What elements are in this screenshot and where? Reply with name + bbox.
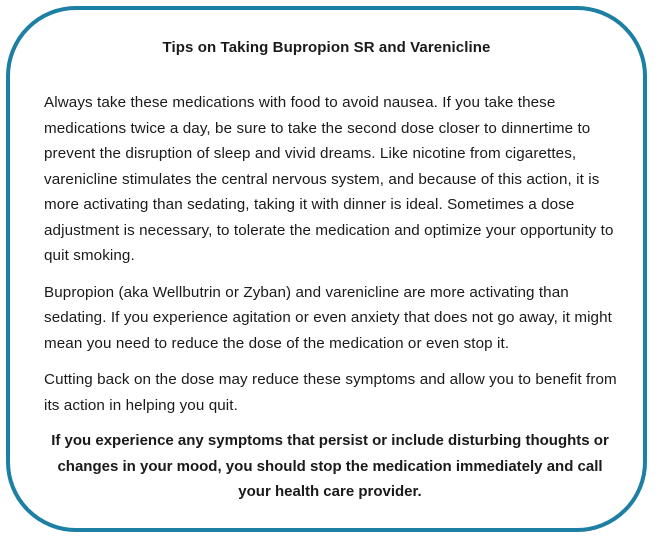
warning-text: If you experience any symptoms that persist or include disturbing thoughts or changes in your mood, you should stop the medication immediately and call your health care provider. [51, 432, 609, 500]
paragraph-food: Always take these medications with food to avoid nausea. If you take these medications twice a day, be sure to take the second dose closer to dinnertime to prevent the disruption of sleep and vivid dreams. Like nicotine from cigarettes, varenicline stimulates the central nervous system, and because of this action, it is more activating than sedating, taking it with dinner is ideal. Sometimes a dose adjustment is necessary, to tolerate the medication and optimize your opportunity to quit smoking. [44, 94, 614, 264]
tips-body [44, 90, 624, 429]
paragraph-dose: Cutting back on the dose may reduce these symptoms and allow you to benefit from its action in helping you quit. [44, 371, 617, 414]
page-title: Tips on Taking Bupropion SR and Varenicline [162, 39, 491, 56]
paragraph-activation: Bupropion (aka Wellbutrin or Zyban) and varenicline are more activating than sedating. If you experience agitation or even anxiety that does not go away, it might mean you need to reduce the dose of the medication or even stop it. [44, 283, 612, 352]
